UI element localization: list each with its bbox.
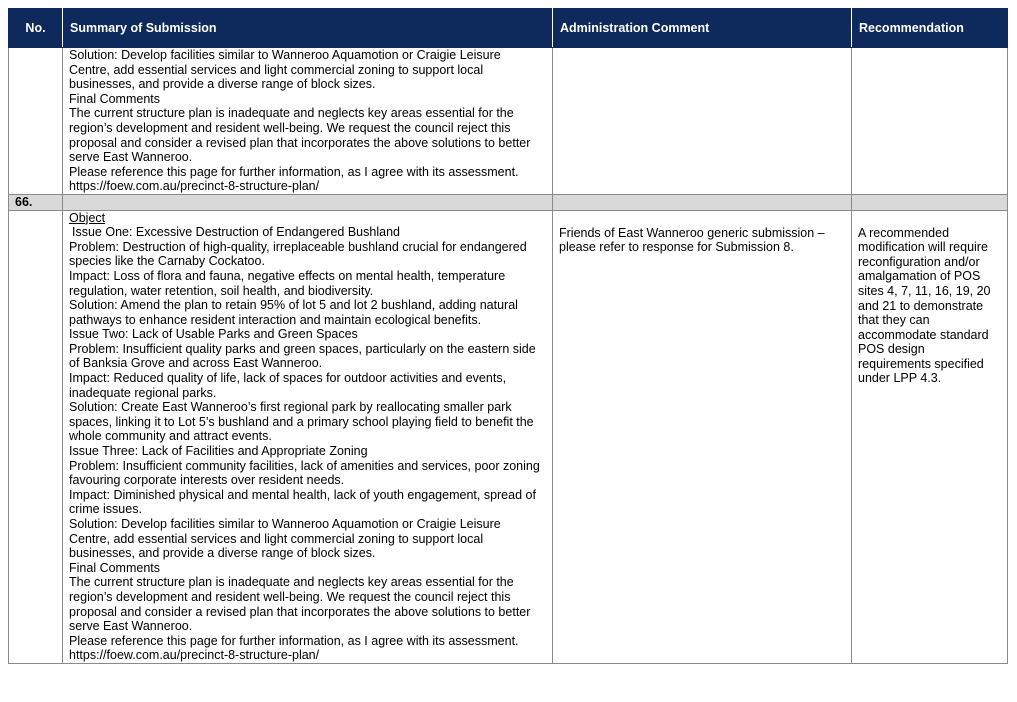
- summary-line: businesses, and provide a diverse range of block sizes.: [69, 77, 376, 92]
- continued-recommendation-cell: [852, 48, 1008, 195]
- summary-line: serve East Wanneroo.: [69, 150, 193, 165]
- recommendation-line: that they can: [858, 313, 930, 328]
- summary-line: region’s development and resident well-being. We request the council reject this: [69, 120, 511, 135]
- summary-line: Final Comments: [69, 91, 160, 106]
- recommendation-line: requirements specified: [858, 356, 984, 371]
- summary-line: Solution: Create East Wanneroo’s first regional park by reallocating smaller park: [69, 400, 512, 415]
- recommendation-line: amalgamation of POS: [858, 269, 981, 284]
- admin-comment-line: Friends of East Wanneroo generic submission –: [559, 225, 825, 240]
- header-admin-comment: Administration Comment: [553, 9, 852, 48]
- summary-line: The current structure plan is inadequate and neglects key areas essential for the: [69, 575, 514, 590]
- recommendation-line: reconfiguration and/or: [858, 254, 980, 269]
- summary-line: crime issues.: [69, 502, 142, 517]
- summary-line: Please reference this page for further information, as I agree with its assessment.: [69, 633, 519, 648]
- summary-line: The current structure plan is inadequate and neglects key areas essential for the: [69, 106, 514, 121]
- summary-line: proposal and consider a revised plan that incorporates the above solutions to better: [69, 135, 531, 150]
- summary-line: Please reference this page for further information, as I agree with its assessment.: [69, 164, 519, 179]
- summary-line: Impact: Diminished physical and mental health, lack of youth engagement, spread of: [69, 487, 536, 502]
- recommendation-line: POS design: [858, 342, 925, 357]
- object-label: Object: [69, 210, 106, 225]
- recommendation-line: A recommended: [858, 225, 950, 240]
- summary-line: whole community and attract events.: [69, 429, 272, 444]
- continued-number-cell: [9, 48, 63, 195]
- recommendation-line: sites 4, 7, 11, 16, 19, 20: [858, 283, 991, 298]
- summary-line: Centre, add essential services and light commercial zoning to support local: [69, 62, 484, 77]
- summary-line: Solution: Develop facilities similar to Wanneroo Aquamotion or Craigie Leisure: [69, 48, 501, 62]
- summary-line: proposal and consider a revised plan that incorporates the above solutions to better: [69, 604, 531, 619]
- submission-66-admin-cell: [553, 210, 852, 663]
- summary-line: favouring corporate interests over resident needs.: [69, 473, 345, 488]
- summary-line: https://foew.com.au/precinct-8-structure-plan/: [69, 648, 320, 663]
- table-header-row: [9, 9, 1008, 48]
- summary-line: Problem: Insufficient community facilities, lack of amenities and services, poor zoning: [69, 458, 540, 473]
- summary-line: Solution: Develop facilities similar to Wanneroo Aquamotion or Craigie Leisure: [69, 517, 501, 531]
- summary-line: Issue Three: Lack of Facilities and Appropriate Zoning: [69, 444, 368, 459]
- admin-comment-line: please refer to response for Submission 8.: [559, 240, 794, 255]
- submission-66-number-cell: [9, 210, 63, 663]
- table-row-submission-66: [9, 210, 1008, 663]
- summary-line: Problem: Insufficient quality parks and green spaces, particularly on the eastern side: [69, 341, 536, 356]
- recommendation-line: modification will require: [858, 240, 988, 255]
- summary-line: Impact: Loss of flora and fauna, negative effects on mental health, temperature: [69, 268, 506, 283]
- submission-66-recommendation-cell: [852, 210, 1008, 663]
- summary-line: species like the Carnaby Cockatoo.: [69, 254, 265, 269]
- summary-line: inadequate regional parks.: [69, 385, 217, 400]
- summary-line: Solution: Amend the plan to retain 95% of lot 5 and lot 2 bushland, adding natural: [69, 298, 518, 313]
- summary-line: of Banksia Grove and across East Wanneroo.: [69, 356, 323, 371]
- submission-number-row: [9, 194, 1008, 210]
- continued-admin-cell: [553, 48, 852, 195]
- summary-line: Issue One: Excessive Destruction of Endangered Bushland: [72, 225, 400, 240]
- recommendation-line: under LPP 4.3.: [858, 371, 942, 386]
- table-row-continued: [9, 48, 1008, 195]
- submission-66-summary-cell: [63, 210, 553, 663]
- summary-line: Problem: Destruction of high-quality, irreplaceable bushland crucial for endangered: [69, 239, 527, 254]
- summary-line: pathways to enhance resident interaction and maintain ecological benefits.: [69, 312, 482, 327]
- summary-line: serve East Wanneroo.: [69, 619, 193, 634]
- summary-line: spaces, linking it to Lot 5’s bushland and a primary school playing field to benefit the: [69, 414, 534, 429]
- header-no: No.: [9, 9, 63, 48]
- header-recommendation: Recommendation: [852, 9, 1008, 48]
- summary-line: Final Comments: [69, 560, 160, 575]
- summary-line: https://foew.com.au/precinct-8-structure-plan/: [69, 179, 320, 194]
- summary-line: regulation, water retention, soil health, and biodiversity.: [69, 283, 374, 298]
- header-summary: Summary of Submission: [63, 9, 553, 48]
- submissions-table: [8, 8, 1008, 664]
- continued-summary-cell: [63, 48, 553, 195]
- summary-line: businesses, and provide a diverse range of block sizes.: [69, 546, 376, 561]
- recommendation-line: and 21 to demonstrate: [858, 298, 984, 313]
- submission-number: 66.: [9, 194, 63, 210]
- summary-line: Issue Two: Lack of Usable Parks and Green Spaces: [69, 327, 358, 342]
- summary-line: Impact: Reduced quality of life, lack of spaces for outdoor activities and events,: [69, 371, 507, 386]
- summary-line: region’s development and resident well-being. We request the council reject this: [69, 589, 511, 604]
- recommendation-line: accommodate standard: [858, 327, 989, 342]
- summary-line: Centre, add essential services and light commercial zoning to support local: [69, 531, 484, 546]
